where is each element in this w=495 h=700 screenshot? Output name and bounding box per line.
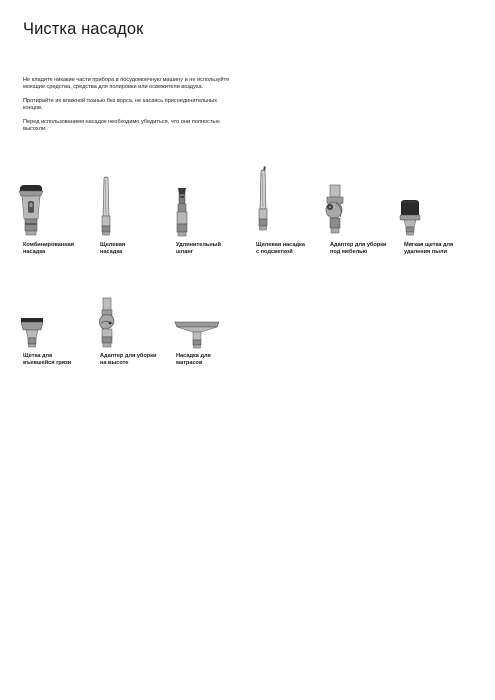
tool-label-soft-dusting-brush: Мягкая щетка для удаления пыли — [404, 242, 454, 255]
intro-paragraph: Не кладите никакие части прибора в посудомоечную машину и не используйте моющие средства, средства для полировки или освежители воздуха. — [23, 77, 230, 91]
light-pipe-crevice-tool-icon — [253, 165, 273, 237]
stubborn-dirt-brush-icon — [19, 316, 45, 350]
tool-label-combination: Комбинированная насадка — [23, 242, 74, 255]
tool-label-extension-hose: Удлинительный шланг — [176, 242, 221, 255]
soft-dusting-brush-icon — [398, 199, 422, 239]
mattress-tool-icon — [173, 319, 221, 351]
tool-label-mattress-tool: Насадка для матрасов — [176, 353, 211, 366]
tool-label-low-reach-adaptor: Адаптер для уборки под мебелью — [330, 242, 387, 255]
page-title: Чистка насадок — [23, 20, 144, 38]
up-top-adaptor-icon — [95, 297, 119, 353]
extension-hose-icon — [173, 186, 191, 238]
intro-paragraph: Протирайте их влажной тканью без ворса, не касаясь присоединительных концов. — [23, 97, 217, 112]
tool-label-light-pipe: Щелевая насадка с подсветкой — [256, 242, 305, 255]
tool-label-crevice: Щелевая насадка — [100, 242, 126, 255]
low-reach-adaptor-icon — [322, 183, 348, 241]
intro-text — [23, 77, 238, 139]
tool-label-up-top-adaptor: Адаптер для уборки на высоте — [100, 353, 157, 366]
tool-label-stubborn-dirt-brush: Щетка для въевшейся грязи — [23, 353, 72, 366]
intro-paragraph: Перед использованием насадок необходимо убедиться, что они полностью высохли. — [23, 118, 220, 133]
crevice-tool-icon — [98, 176, 114, 238]
combination-tool-icon — [17, 183, 45, 238]
